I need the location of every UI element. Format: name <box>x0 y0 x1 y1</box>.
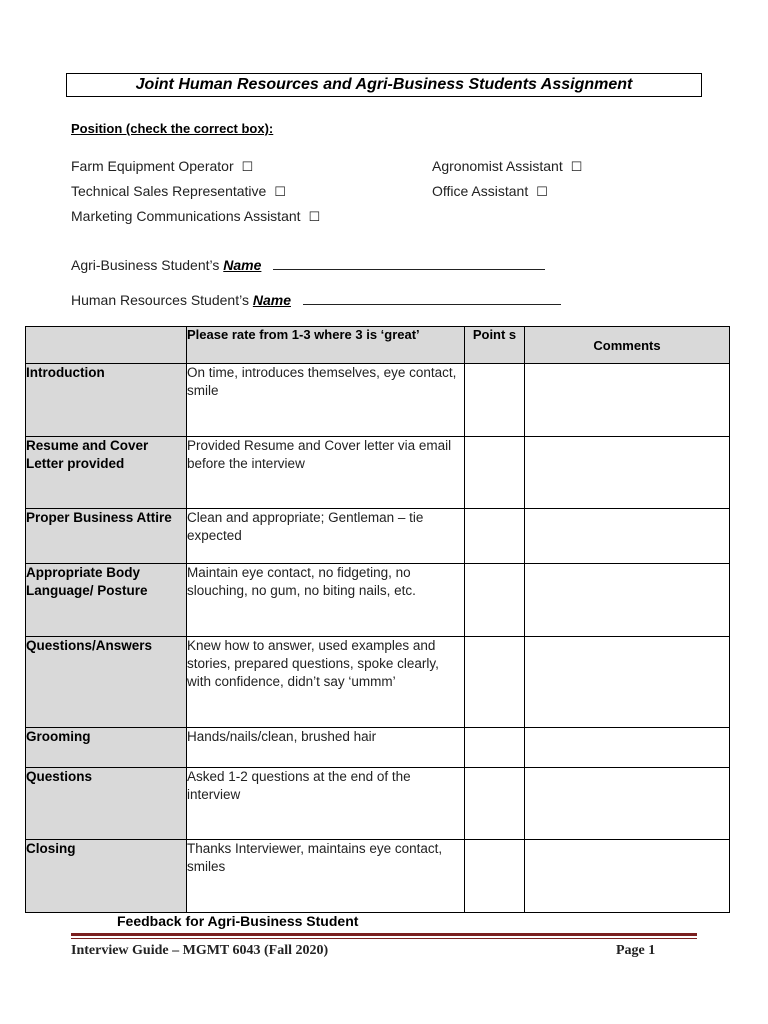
criterion-description: Thanks Interviewer, maintains eye contact, smiles <box>187 840 465 913</box>
name-word: Name <box>223 257 262 273</box>
criterion-label: Introduction <box>26 364 187 437</box>
hr-name-prefix: Human Resources Student’s <box>71 292 249 308</box>
criterion-label: Resume and Cover Letter provided <box>26 437 187 509</box>
criterion-description: Knew how to answer, used examples and stories, prepared questions, spoke clearly, with confidence, didn’t say ‘ummm’ <box>187 637 465 728</box>
name-word: Name <box>252 292 291 308</box>
table-row <box>26 437 730 509</box>
agri-student-name-line <box>71 257 545 273</box>
agri-name-prefix: Agri-Business Student’s <box>71 257 220 273</box>
criterion-description: Provided Resume and Cover letter via email before the interview <box>187 437 465 509</box>
hr-student-name-line <box>71 292 561 308</box>
table-row <box>26 637 730 728</box>
option-farm-equipment-operator[interactable] <box>71 158 253 175</box>
checkbox-icon[interactable]: ☐ <box>570 160 583 175</box>
criterion-label: Grooming <box>26 728 187 768</box>
table-row <box>26 564 730 637</box>
position-heading: Position (check the correct box): <box>71 121 274 136</box>
checkbox-icon[interactable]: ☐ <box>241 160 254 175</box>
option-label: Marketing Communications Assistant <box>71 208 301 224</box>
comments-cell[interactable] <box>525 840 730 913</box>
criterion-label: Closing <box>26 840 187 913</box>
option-agronomist-assistant[interactable] <box>432 158 582 175</box>
table-row <box>26 509 730 564</box>
footer-rule-thin <box>71 938 697 939</box>
feedback-label: Feedback for Agri-Business Student <box>117 913 359 929</box>
footer-course-label: Interview Guide – MGMT 6043 (Fall 2020) <box>71 943 329 958</box>
criterion-description: Clean and appropriate; Gentleman – tie expected <box>187 509 465 564</box>
points-cell[interactable] <box>465 437 525 509</box>
table-row <box>26 364 730 437</box>
criterion-description: Hands/nails/clean, brushed hair <box>187 728 465 768</box>
header-comments: Comments <box>525 327 730 364</box>
checkbox-icon[interactable]: ☐ <box>536 185 548 200</box>
rating-table <box>25 326 730 913</box>
document-title: Joint Human Resources and Agri-Business Students Assignment <box>66 73 702 97</box>
footer-page-number: Page 1 <box>616 943 656 958</box>
points-cell[interactable] <box>465 728 525 768</box>
points-cell[interactable] <box>465 509 525 564</box>
hr-name-field[interactable] <box>303 292 561 305</box>
checkbox-icon[interactable]: ☐ <box>274 185 286 200</box>
header-points: Point s <box>465 327 525 364</box>
criterion-label: Questions <box>26 768 187 840</box>
table-row <box>26 728 730 768</box>
checkbox-icon[interactable]: ☐ <box>308 210 321 225</box>
header-criterion-cell <box>26 327 187 364</box>
option-marketing-comm-assistant[interactable] <box>71 208 320 225</box>
footer-rule-thick <box>71 933 697 936</box>
criterion-label: Proper Business Attire <box>26 509 187 564</box>
points-cell[interactable] <box>465 364 525 437</box>
comments-cell[interactable] <box>525 768 730 840</box>
agri-name-field[interactable] <box>273 257 545 270</box>
criterion-label: Questions/Answers <box>26 637 187 728</box>
option-label: Farm Equipment Operator <box>71 158 234 174</box>
option-label: Office Assistant <box>432 183 529 199</box>
table-row <box>26 840 730 913</box>
comments-cell[interactable] <box>525 637 730 728</box>
option-label: Technical Sales Representative <box>71 183 267 199</box>
option-office-assistant[interactable] <box>432 183 548 200</box>
header-rate: Please rate from 1-3 where 3 is ‘great’ <box>187 327 465 364</box>
comments-cell[interactable] <box>525 509 730 564</box>
table-header-row <box>26 327 730 364</box>
criterion-description: Maintain eye contact, no fidgeting, no slouching, no gum, no biting nails, etc. <box>187 564 465 637</box>
points-cell[interactable] <box>465 840 525 913</box>
comments-cell[interactable] <box>525 364 730 437</box>
option-technical-sales-rep[interactable] <box>71 183 286 200</box>
criterion-description: On time, introduces themselves, eye contact, smile <box>187 364 465 437</box>
points-cell[interactable] <box>465 637 525 728</box>
criterion-description: Asked 1-2 questions at the end of the interview <box>187 768 465 840</box>
comments-cell[interactable] <box>525 437 730 509</box>
criterion-label: Appropriate Body Language/ Posture <box>26 564 187 637</box>
table-row <box>26 768 730 840</box>
points-cell[interactable] <box>465 768 525 840</box>
points-cell[interactable] <box>465 564 525 637</box>
comments-cell[interactable] <box>525 728 730 768</box>
option-label: Agronomist Assistant <box>432 158 563 174</box>
comments-cell[interactable] <box>525 564 730 637</box>
